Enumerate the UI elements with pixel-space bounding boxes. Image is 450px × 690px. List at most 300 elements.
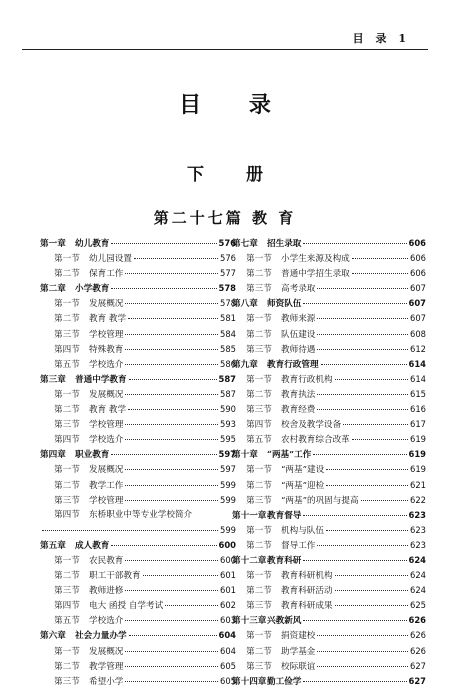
toc-entry-number: 第二节 [246, 586, 272, 597]
toc-entry-number: 第五节 [54, 359, 80, 370]
toc-page-number: 623 [408, 509, 426, 520]
dot-leader [125, 590, 218, 591]
toc-entry-number: 第一节 [54, 254, 80, 265]
toc-entry-label: 教师来源 [281, 314, 316, 325]
toc-section-row [40, 553, 236, 568]
toc-page-number: 587 [220, 388, 236, 399]
toc-entry-label: “两基”迎检 [281, 480, 325, 491]
dot-leader [111, 288, 216, 289]
toc-page-number: 612 [410, 343, 426, 354]
toc-chapter-row [232, 357, 426, 372]
toc-page-number: 614 [410, 373, 426, 384]
toc-entry-number: 第一节 [246, 314, 272, 325]
toc-entry-number: 第三节 [246, 344, 272, 355]
toc-entry-label: 教育科研成果 [281, 601, 333, 612]
toc-entry-number: 第一节 [246, 571, 272, 582]
toc-entry-number: 第三节 [54, 495, 80, 506]
dot-leader [303, 681, 406, 682]
toc-entry-number: 第二节 [54, 269, 80, 280]
toc-page-number: 595 [220, 434, 236, 445]
toc-entry-number: 第二节 [54, 405, 80, 416]
toc-entry-label: 教师待遇 [281, 344, 316, 355]
toc-chapter-row [232, 674, 426, 689]
toc-page-number: 619 [408, 449, 426, 460]
toc-entry-label: 教学工作 [89, 480, 124, 491]
toc-page-number: 597 [218, 449, 236, 460]
toc-entry-number: 第二节 [54, 571, 80, 582]
toc-entry-number: 第五节 [246, 435, 272, 446]
toc-entry-number: 第四节 [54, 601, 80, 612]
toc-entry-number: 第五章 [40, 540, 66, 551]
toc-page-number: 597 [220, 464, 236, 475]
toc-entry-label: 兴教新风 [267, 616, 302, 627]
toc-entry-number: 第四章 [40, 450, 66, 461]
toc-page-number: 581 [220, 313, 236, 324]
toc-section-row [232, 493, 426, 508]
toc-entry-label: 高考录取 [281, 284, 316, 295]
toc-continuation-row [40, 523, 236, 538]
dot-leader [317, 666, 408, 667]
toc-chapter-row [232, 508, 426, 523]
toc-entry-label: 希望小学 [89, 676, 124, 687]
toc-entry-label: 捐资建校 [281, 631, 316, 642]
dot-leader [317, 635, 408, 636]
dot-leader [125, 560, 218, 561]
dot-leader [317, 334, 408, 335]
toc-entry-label: 农民教育 [89, 555, 124, 566]
toc-chapter-row [232, 236, 426, 251]
toc-entry-label: 招生录取 [267, 239, 302, 249]
toc-page-number: 576 [220, 253, 236, 264]
toc-entry-label: 教学管理 [89, 661, 124, 672]
toc-section-row [232, 628, 426, 643]
toc-entry-number: 第三节 [54, 329, 80, 340]
toc-entry-number: 第二节 [246, 389, 272, 400]
dot-leader [352, 273, 408, 274]
toc-page-number: 600 [220, 554, 236, 565]
toc-page-number: 624 [408, 554, 426, 565]
toc-entry-label: 教师进修 [89, 586, 124, 597]
dot-leader [125, 620, 218, 621]
toc-page-number: 602 [220, 600, 236, 611]
dot-leader [317, 394, 408, 395]
toc-entry-number: 第四节 [54, 435, 80, 446]
toc-chapter-row [40, 538, 236, 553]
dot-leader [317, 318, 408, 319]
toc-page-number: 619 [410, 434, 426, 445]
toc-entry-number: 第二节 [246, 329, 272, 340]
dot-leader [317, 288, 408, 289]
page-title: 目 录 [179, 92, 291, 118]
toc-chapter-row [232, 613, 426, 628]
toc-page-number: 576 [218, 238, 236, 248]
dot-leader [125, 334, 218, 335]
dot-leader [335, 379, 408, 380]
toc-section-row [40, 402, 236, 417]
toc-entry-number: 第二节 [246, 540, 272, 551]
toc-entry-label: 电大 函授 自学考试 [89, 601, 164, 612]
toc-section-row [232, 432, 426, 447]
toc-entry-label: 小学教育 [75, 284, 110, 295]
part-title: 第二十七篇 教 育 [153, 209, 297, 227]
dot-leader [143, 575, 218, 576]
toc-left-column [40, 236, 236, 689]
dot-leader [313, 454, 406, 455]
toc-section-row [40, 613, 236, 628]
toc-entry-label: 农村教育综合改革 [281, 435, 350, 446]
dot-leader [352, 258, 408, 259]
toc-entry-label: 学校选介 [89, 359, 124, 370]
toc-entry-number: 第一节 [54, 646, 80, 657]
toc-entry-number: 第一节 [246, 525, 272, 536]
dot-leader [317, 409, 408, 410]
toc-chapter-row [40, 372, 236, 387]
toc-page-number: 626 [408, 615, 426, 626]
toc-section-row [232, 311, 426, 326]
toc-section-row [40, 508, 236, 523]
toc-section-row [40, 659, 236, 674]
toc-entry-number: 第二节 [54, 661, 80, 672]
toc-entry-label: 小学生来源及构成 [281, 254, 350, 265]
toc-section-row [232, 523, 426, 538]
dot-leader [125, 394, 218, 395]
toc-entry-number: 第三节 [54, 420, 80, 431]
toc-entry-label: 教育督导 [267, 510, 302, 521]
toc-right-column [232, 236, 426, 689]
dot-leader [335, 590, 408, 591]
toc-page-number: 577 [220, 268, 236, 279]
toc-section-row [232, 327, 426, 342]
dot-leader [125, 349, 218, 350]
toc-section-row [40, 327, 236, 342]
toc-entry-number: 第九章 [232, 359, 258, 370]
toc-entry-number: 第十三章 [232, 616, 267, 627]
toc-section-row [232, 342, 426, 357]
toc-page-number: 601 [220, 570, 236, 581]
dot-leader [111, 243, 216, 244]
toc-entry-number: 第一节 [246, 465, 272, 476]
dot-leader [343, 424, 408, 425]
running-head: 目 录 1 [352, 32, 410, 45]
toc-entry-label: 督导工作 [281, 540, 316, 551]
toc-entry-number: 第三节 [246, 495, 272, 506]
toc-entry-label: 教育科研活动 [281, 586, 333, 597]
toc-entry-label: 幼儿园设置 [89, 254, 132, 265]
toc-page-number: 606 [408, 238, 426, 248]
dot-leader [129, 635, 217, 636]
toc-entry-label: 队伍建设 [281, 329, 316, 340]
dot-leader [125, 273, 218, 274]
toc-entry-number: 第三节 [54, 676, 80, 687]
toc-section-row [232, 538, 426, 553]
toc-section-row [232, 659, 426, 674]
toc-chapter-row [232, 447, 426, 462]
dot-leader [125, 439, 218, 440]
toc-entry-label: 教育行政机构 [281, 374, 333, 385]
dot-leader [125, 681, 218, 682]
toc-page-number: 614 [408, 358, 426, 369]
toc-section-row [40, 251, 236, 266]
toc-page-number: 587 [218, 373, 236, 384]
toc-entry-label: 职工干部教育 [89, 571, 141, 582]
toc-entry-number: 第十章 [232, 450, 258, 461]
toc-entry-label: “两基”工作 [267, 450, 312, 461]
toc-page-number: 585 [220, 343, 236, 354]
toc-page-number: 605 [220, 675, 236, 686]
toc-entry-label: 教育执法 [281, 389, 316, 400]
toc-section-row [40, 462, 236, 477]
dot-leader [335, 575, 408, 576]
toc-section-row [232, 251, 426, 266]
toc-entry-number: 第二节 [54, 314, 80, 325]
dot-leader [326, 485, 408, 486]
dot-leader [125, 651, 218, 652]
toc-entry-number: 第六章 [40, 631, 66, 642]
toc-entry-number: 第四节 [54, 344, 80, 355]
toc-page-number: 627 [410, 660, 426, 671]
toc-entry-number: 第三节 [246, 661, 272, 672]
toc-page-number: 617 [410, 419, 426, 430]
toc-page-number: 616 [410, 404, 426, 415]
toc-page-number: 626 [410, 645, 426, 656]
toc-section-row [40, 342, 236, 357]
dot-leader [125, 364, 218, 365]
toc-entry-label: 社会力量办学 [75, 631, 127, 642]
toc-section-row [232, 598, 426, 613]
toc-chapter-row [40, 447, 236, 462]
toc-page-number: 578 [218, 283, 236, 294]
toc-page-number: 605 [220, 660, 236, 671]
toc-page-number: 608 [410, 328, 426, 339]
toc-entry-label: 校舍及教学设备 [281, 420, 342, 431]
toc-page-number: 604 [220, 645, 236, 656]
dot-leader [317, 349, 408, 350]
toc-entry-number: 第四节 [246, 420, 272, 431]
toc-section-row [232, 478, 426, 493]
toc-entry-number: 第一节 [54, 299, 80, 310]
toc-page-number: 624 [410, 585, 426, 596]
toc-page-number: 599 [220, 524, 236, 535]
toc-entry-number: 第一节 [54, 555, 80, 566]
toc-page-number: 621 [410, 479, 426, 490]
toc-entry-label: 教育科研机构 [281, 571, 333, 582]
toc-section-row [40, 568, 236, 583]
toc-page-number: 622 [410, 494, 426, 505]
dot-leader [352, 439, 408, 440]
toc-entry-number: 第二节 [54, 480, 80, 491]
toc-page-number: 626 [410, 630, 426, 641]
toc-entry-label: 教育科研 [267, 555, 302, 566]
toc-entry-label: 发展概况 [89, 646, 124, 657]
toc-entry-label: 幼儿教育 [75, 239, 110, 249]
toc-entry-number: 第四节 [54, 509, 80, 520]
toc-entry-label: 保育工作 [89, 269, 124, 280]
dot-leader [128, 409, 218, 410]
toc-section-row [40, 432, 236, 447]
dot-leader [335, 605, 408, 606]
dot-leader [326, 530, 408, 531]
toc-entry-label: 普通中学招生录取 [281, 269, 350, 280]
toc-entry-label: 成人教育 [75, 540, 110, 551]
toc-page-number: 606 [410, 268, 426, 279]
toc-section-row [232, 462, 426, 477]
toc-entry-number: 第一节 [54, 389, 80, 400]
dot-leader [303, 243, 406, 244]
toc-entry-number: 第二节 [246, 646, 272, 657]
toc-chapter-row [40, 236, 236, 251]
dot-leader [326, 469, 408, 470]
toc-page-number: 584 [220, 328, 236, 339]
toc-section-row [232, 281, 426, 296]
toc-entry-number: 第一章 [40, 239, 66, 249]
toc-page-number: 624 [410, 570, 426, 581]
toc-section-row [40, 674, 236, 689]
toc-page-number: 606 [410, 253, 426, 264]
toc-entry-number: 第三节 [246, 601, 272, 612]
toc-entry-label: 教育行政管理 [267, 359, 319, 370]
toc-entry-label: 学校管理 [89, 495, 124, 506]
toc-page-number: 599 [220, 494, 236, 505]
toc-section-row [40, 493, 236, 508]
toc-entry-number: 第二章 [40, 284, 66, 295]
dot-leader [134, 258, 218, 259]
toc-entry-number: 第一节 [246, 631, 272, 642]
dot-leader [111, 545, 216, 546]
toc-entry-number: 第一节 [246, 374, 272, 385]
toc-entry-label: 学校选介 [89, 616, 124, 627]
toc-section-row [40, 583, 236, 598]
toc-page-number: 615 [410, 388, 426, 399]
toc-entry-label: 发展概况 [89, 299, 124, 310]
toc-section-row [40, 387, 236, 402]
toc-section-row [40, 357, 236, 372]
toc-section-row [232, 583, 426, 598]
toc-section-row [232, 417, 426, 432]
toc-entry-label: 师资队伍 [267, 299, 302, 310]
dot-leader [125, 666, 218, 667]
toc-entry-number: 第三节 [246, 405, 272, 416]
toc-entry-number: 第二节 [246, 269, 272, 280]
toc-entry-label: 校际联谊 [281, 661, 316, 672]
toc-section-row [232, 387, 426, 402]
toc-entry-number: 第五节 [54, 616, 80, 627]
toc-entry-number: 第八章 [232, 299, 258, 310]
toc-chapter-row [40, 281, 236, 296]
dot-leader [125, 469, 218, 470]
toc-entry-number: 第十一章 [232, 510, 267, 521]
toc-entry-label: 发展概况 [89, 465, 124, 476]
toc-section-row [40, 266, 236, 281]
dot-leader [125, 424, 218, 425]
toc-page-number: 625 [410, 600, 426, 611]
header-rule [22, 49, 428, 50]
dot-leader [303, 303, 406, 304]
toc-entry-label: 勤工俭学 [267, 676, 302, 687]
toc-entry-number: 第七章 [232, 239, 258, 249]
toc-page-number: 623 [410, 524, 426, 535]
toc-chapter-row [40, 628, 236, 643]
dot-leader [303, 515, 406, 516]
toc-entry-label: 职业教育 [75, 450, 110, 461]
dot-leader [125, 500, 218, 501]
toc-entry-number: 第三节 [54, 586, 80, 597]
dot-leader [129, 379, 217, 380]
dot-leader [125, 485, 218, 486]
toc-page-number: 607 [410, 313, 426, 324]
toc-entry-number: 第二节 [246, 480, 272, 491]
toc-entry-number: 第三章 [40, 374, 66, 385]
toc-entry-label: 教育经费 [281, 405, 316, 416]
toc-page-number: 607 [410, 283, 426, 294]
toc-entry-label: 教育 教学 [89, 314, 127, 325]
dot-leader [361, 500, 408, 501]
toc-chapter-row [232, 296, 426, 311]
toc-section-row [232, 266, 426, 281]
toc-section-row [40, 644, 236, 659]
toc-entry-number: 第三节 [246, 284, 272, 295]
dot-leader [321, 364, 407, 365]
volume-title: 下 册 [187, 165, 281, 185]
toc-page-number: 600 [218, 539, 236, 550]
toc-page-number: 619 [410, 464, 426, 475]
toc-entry-label: “两基”建设 [281, 465, 325, 476]
toc-page-number: 578 [220, 298, 236, 309]
dot-leader [317, 545, 408, 546]
toc-section-row [40, 478, 236, 493]
toc-entry-label: 机构与队伍 [281, 525, 324, 536]
dot-leader [303, 620, 406, 621]
toc-entry-label: 东桥职业中等专业学校简介 [89, 509, 193, 520]
dot-leader [317, 651, 408, 652]
toc-section-row [40, 598, 236, 613]
toc-page-number: 593 [220, 419, 236, 430]
toc-entry-label: 助学基金 [281, 646, 316, 657]
toc-page-number: 607 [408, 298, 426, 309]
toc-entry-number: 第十四章 [232, 676, 267, 687]
toc-section-row [232, 372, 426, 387]
toc-entry-label: 教育 教学 [89, 405, 127, 416]
toc-entry-label: 学校管理 [89, 420, 124, 431]
toc-section-row [40, 417, 236, 432]
toc-entry-label: 学校选介 [89, 435, 124, 446]
toc-section-row [232, 568, 426, 583]
toc-page-number: 623 [410, 539, 426, 550]
toc-entry-label: 学校管理 [89, 329, 124, 340]
dot-leader [303, 560, 406, 561]
toc-page-number: 586 [220, 358, 236, 369]
toc-entry-number: 第一节 [54, 465, 80, 476]
toc-page-number: 601 [220, 585, 236, 596]
dot-leader [125, 303, 218, 304]
dot-leader [42, 530, 218, 531]
toc-entry-number: 第十二章 [232, 555, 267, 566]
toc-section-row [232, 402, 426, 417]
toc-page-number: 603 [220, 615, 236, 626]
toc-entry-label: 普通中学教育 [75, 374, 127, 385]
toc-section-row [40, 296, 236, 311]
toc-chapter-row [232, 553, 426, 568]
dot-leader [111, 454, 216, 455]
toc-section-row [232, 644, 426, 659]
toc-page-number: 599 [220, 479, 236, 490]
toc-section-row [40, 311, 236, 326]
toc-entry-label: “两基”的巩固与提高 [281, 495, 359, 506]
dot-leader [128, 318, 218, 319]
toc-page-number: 604 [218, 630, 236, 641]
toc-entry-label: 发展概况 [89, 389, 124, 400]
dot-leader [165, 605, 218, 606]
toc-page-number: 627 [408, 675, 426, 686]
